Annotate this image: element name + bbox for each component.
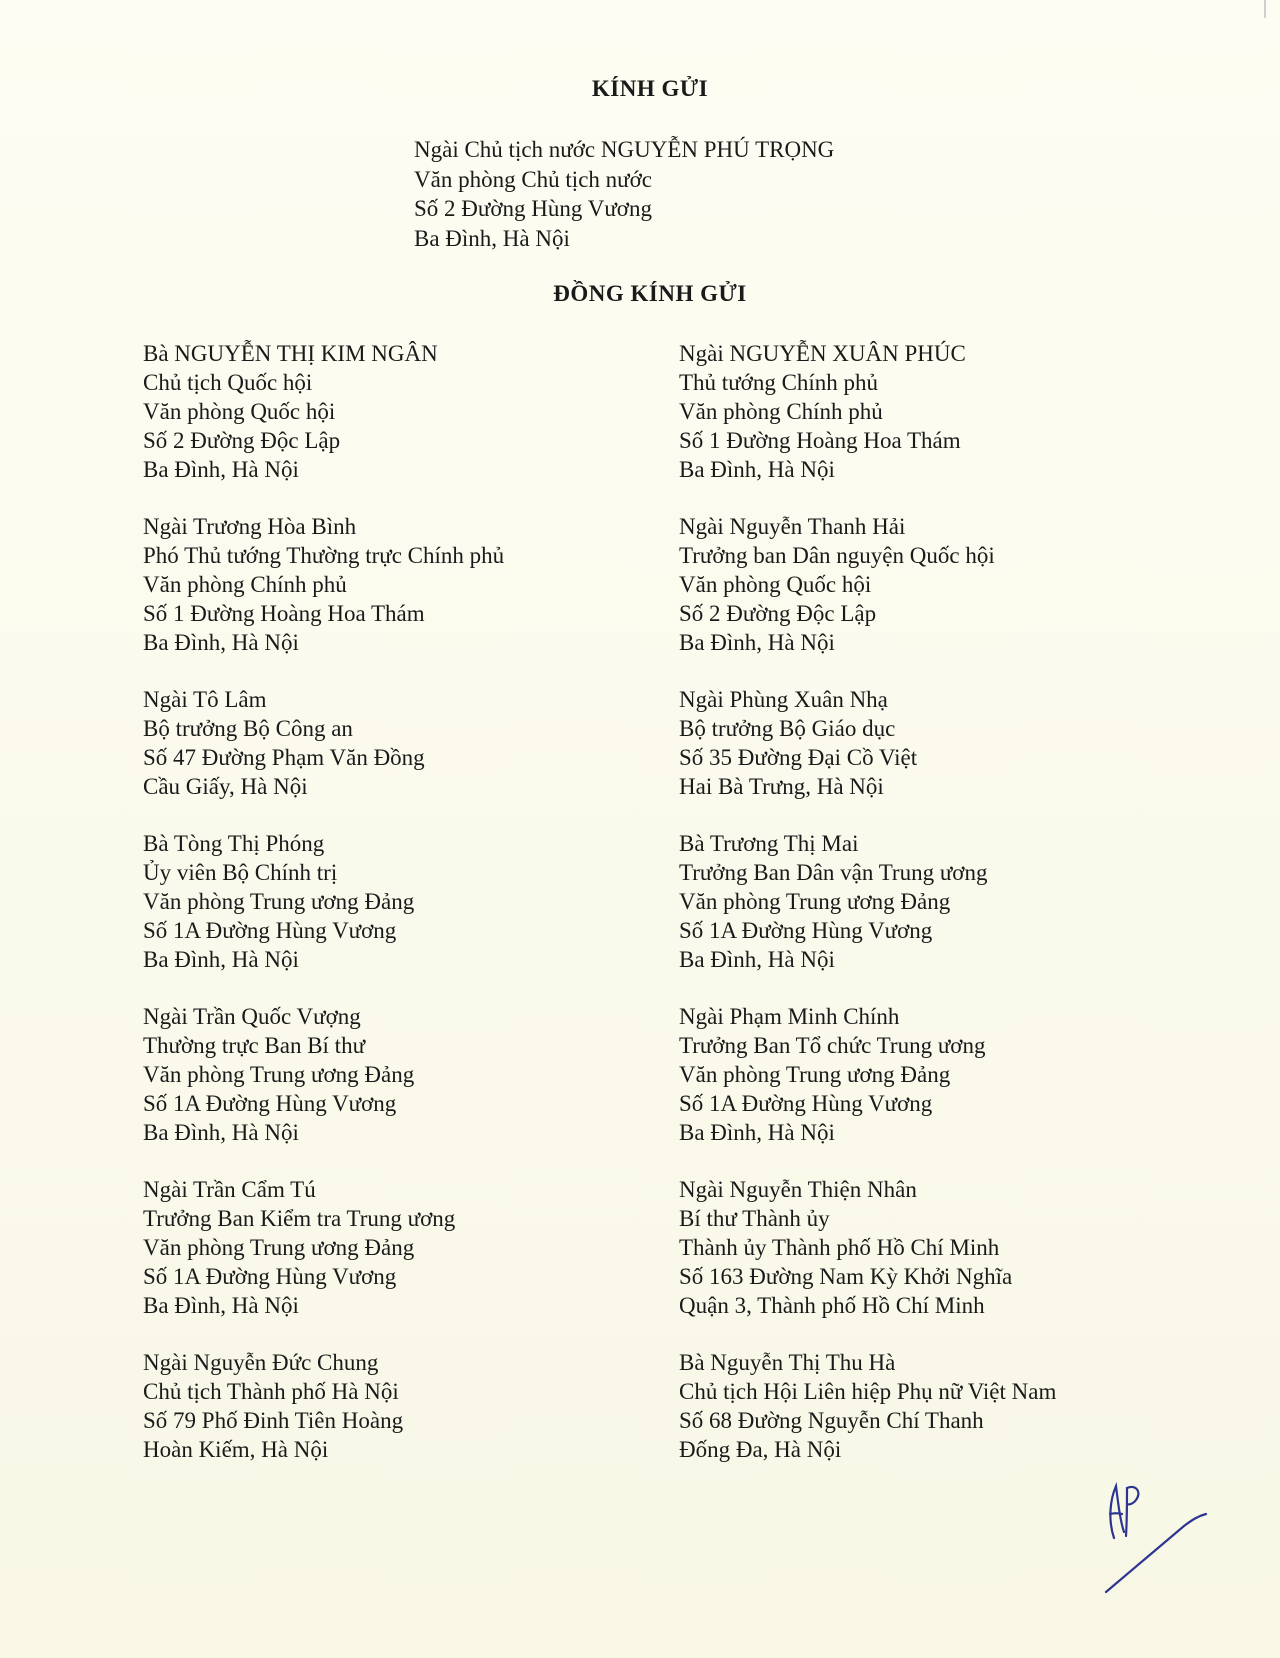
- recipient-detail-line: Văn phòng Trung ương Đảng: [143, 1062, 415, 1087]
- recipient-name: Bà NGUYỄN THỊ KIM NGÂN: [143, 341, 438, 366]
- recipient-detail-line: Văn phòng Trung ương Đảng: [143, 1235, 415, 1260]
- recipient-detail-line: Số 1A Đường Hùng Vương: [679, 1091, 933, 1116]
- recipient-detail-line: Văn phòng Trung ương Đảng: [679, 889, 951, 914]
- recipient-detail-line: Trưởng Ban Tổ chức Trung ương: [679, 1033, 986, 1058]
- recipient-detail-line: Số 35 Đường Đại Cồ Việt: [679, 745, 918, 770]
- recipient-detail-line: Chủ tịch Quốc hội: [143, 370, 313, 395]
- recipient-name: Ngài Tô Lâm: [143, 687, 267, 712]
- recipient-name: Ngài Nguyễn Thiện Nhân: [679, 1177, 917, 1202]
- recipient-detail-line: Chủ tịch Thành phố Hà Nội: [143, 1379, 399, 1404]
- recipient-detail-line: Ba Đình, Hà Nội: [679, 457, 835, 482]
- recipient-detail-line: Chủ tịch Hội Liên hiệp Phụ nữ Việt Nam: [679, 1379, 1057, 1404]
- recipient-detail-line: Trưởng Ban Dân vận Trung ương: [679, 860, 988, 885]
- recipient-detail-line: Phó Thủ tướng Thường trực Chính phủ: [143, 543, 505, 568]
- heading-kinh-gui: KÍNH GỬI: [591, 76, 709, 101]
- main-recipient-street: Số 2 Đường Hùng Vương: [414, 196, 652, 221]
- recipient-name: Ngài Nguyễn Đức Chung: [143, 1350, 379, 1375]
- recipient-name: Bà Tòng Thị Phóng: [143, 831, 325, 856]
- recipient-detail-line: Ba Đình, Hà Nội: [679, 1120, 835, 1145]
- recipient-detail-line: Số 1A Đường Hùng Vương: [679, 918, 933, 943]
- recipient-detail-line: Số 47 Đường Phạm Văn Đồng: [143, 745, 425, 770]
- recipient-name: Ngài Phùng Xuân Nhạ: [679, 687, 888, 712]
- recipient-detail-line: Số 2 Đường Độc Lập: [143, 428, 341, 453]
- recipient-detail-line: Ủy viên Bộ Chính trị: [143, 860, 338, 885]
- recipient-detail-line: Văn phòng Chính phủ: [143, 572, 347, 597]
- recipient-detail-line: Số 1 Đường Hoàng Hoa Thám: [143, 601, 425, 626]
- recipient-detail-line: Bí thư Thành ủy: [679, 1206, 830, 1231]
- right-recipient-block: [679, 1002, 1199, 1147]
- right-recipient-block: [679, 512, 1199, 657]
- recipient-detail-line: Số 1A Đường Hùng Vương: [143, 1091, 397, 1116]
- recipient-detail-line: Quận 3, Thành phố Hồ Chí Minh: [679, 1293, 985, 1318]
- right-recipient-block: [679, 339, 1199, 484]
- recipient-name: Ngài Nguyễn Thanh Hải: [679, 514, 906, 539]
- right-recipient-block: [679, 1175, 1199, 1320]
- recipient-detail-line: Văn phòng Quốc hội: [679, 572, 872, 597]
- recipient-detail-line: Ba Đình, Hà Nội: [143, 630, 299, 655]
- recipient-detail-line: Số 79 Phố Đinh Tiên Hoàng: [143, 1408, 404, 1433]
- recipient-detail-line: Ba Đình, Hà Nội: [679, 630, 835, 655]
- recipient-detail-line: Ba Đình, Hà Nội: [679, 947, 835, 972]
- left-recipient-block: [143, 1002, 663, 1147]
- recipient-name: Ngài NGUYỄN XUÂN PHÚC: [679, 341, 966, 366]
- left-recipient-block: [143, 1175, 663, 1320]
- recipient-detail-line: Trưởng Ban Kiểm tra Trung ương: [143, 1206, 456, 1231]
- left-recipient-block: [143, 512, 663, 657]
- right-recipient-block: [679, 1348, 1199, 1464]
- recipient-detail-line: Trưởng ban Dân nguyện Quốc hội: [679, 543, 995, 568]
- recipient-detail-line: Thành ủy Thành phố Hồ Chí Minh: [679, 1235, 1000, 1260]
- recipient-detail-line: Hoàn Kiếm, Hà Nội: [143, 1437, 329, 1462]
- recipient-detail-line: Ba Đình, Hà Nội: [143, 1120, 299, 1145]
- recipient-name: Ngài Phạm Minh Chính: [679, 1004, 900, 1029]
- recipient-detail-line: Văn phòng Trung ương Đảng: [143, 889, 415, 914]
- main-recipient-office: Văn phòng Chủ tịch nước: [414, 166, 652, 192]
- recipient-detail-line: Số 1A Đường Hùng Vương: [143, 1264, 397, 1289]
- recipient-detail-line: Thường trực Ban Bí thư: [143, 1033, 366, 1058]
- right-recipient-block: [679, 685, 1199, 801]
- signature-initials: [1100, 1480, 1220, 1600]
- recipient-detail-line: Văn phòng Trung ương Đảng: [679, 1062, 951, 1087]
- recipient-detail-line: Số 163 Đường Nam Kỳ Khởi Nghĩa: [679, 1264, 1013, 1289]
- recipient-detail-line: Hai Bà Trưng, Hà Nội: [679, 774, 884, 799]
- recipient-detail-line: Thủ tướng Chính phủ: [679, 370, 879, 395]
- left-recipient-block: [143, 339, 663, 484]
- recipient-name: Ngài Trương Hòa Bình: [143, 514, 357, 539]
- main-recipient-block: [414, 135, 834, 253]
- heading-dong-kinh-gui: ĐỒNG KÍNH GỬI: [553, 281, 747, 306]
- recipient-detail-line: Cầu Giấy, Hà Nội: [143, 774, 308, 799]
- main-recipient-city: Ba Đình, Hà Nội: [414, 225, 570, 251]
- recipient-detail-line: Văn phòng Quốc hội: [143, 399, 336, 424]
- recipient-detail-line: Ba Đình, Hà Nội: [143, 1293, 299, 1318]
- cc-right-column: [679, 339, 1199, 1492]
- left-recipient-block: [143, 829, 663, 974]
- recipient-detail-line: Đống Đa, Hà Nội: [679, 1437, 842, 1462]
- left-recipient-block: [143, 1348, 663, 1464]
- recipient-detail-line: Bộ trưởng Bộ Giáo dục: [679, 716, 896, 741]
- main-recipient-name: Ngài Chủ tịch nước NGUYỄN PHÚ TRỌNG: [414, 137, 835, 162]
- recipient-name: Ngài Trần Quốc Vượng: [143, 1004, 361, 1029]
- recipient-detail-line: Số 1 Đường Hoàng Hoa Thám: [679, 428, 961, 453]
- recipient-name: Bà Trương Thị Mai: [679, 831, 859, 856]
- recipient-detail-line: Số 68 Đường Nguyễn Chí Thanh: [679, 1408, 984, 1433]
- right-recipient-block: [679, 829, 1199, 974]
- recipient-name: Ngài Trần Cẩm Tú: [143, 1177, 316, 1202]
- recipient-detail-line: Số 2 Đường Độc Lập: [679, 601, 877, 626]
- scan-edge-mark: [1264, 0, 1266, 18]
- cc-left-column: [143, 339, 663, 1492]
- recipient-detail-line: Ba Đình, Hà Nội: [143, 947, 299, 972]
- recipient-detail-line: Số 1A Đường Hùng Vương: [143, 918, 397, 943]
- recipient-detail-line: Bộ trưởng Bộ Công an: [143, 716, 353, 741]
- recipient-detail-line: Văn phòng Chính phủ: [679, 399, 883, 424]
- recipient-name: Bà Nguyễn Thị Thu Hà: [679, 1350, 896, 1375]
- recipient-detail-line: Ba Đình, Hà Nội: [143, 457, 299, 482]
- left-recipient-block: [143, 685, 663, 801]
